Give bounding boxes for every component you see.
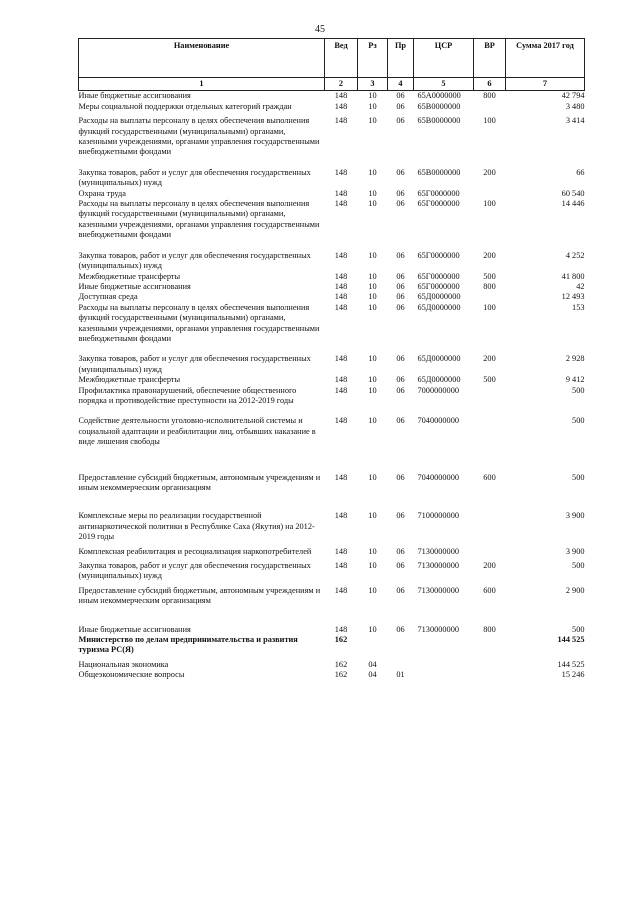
table-row [79,251,585,272]
table-row [79,354,585,375]
row-name: Содействие деятельности уголовно-исполнительной системы и социальной адаптации и реабилитации лиц, отбывших наказание в виде лишения свободы [78,416,316,447]
row-csr: 7000000000 [417,385,459,395]
row-sum: 144 525 [557,635,585,645]
row-vr [474,416,506,472]
row-rz: 10 [368,354,377,364]
row-ved: 148 [334,101,348,111]
table-row [79,272,585,282]
row-rz: 10 [368,385,377,395]
row-sum: 41 800 [561,271,585,281]
row-rz: 10 [368,281,377,291]
row-pr: 06 [396,624,405,634]
table-row [79,635,585,660]
row-sum: 3 480 [565,101,585,111]
row-ved: 148 [334,511,348,521]
row-csr: 7130000000 [417,546,459,556]
row-vr: 200 [483,354,496,364]
row-ved: 162 [334,635,348,645]
row-name: Иные бюджетные ассигнования [78,91,191,101]
row-rz: 10 [368,101,377,111]
table-row [79,116,585,168]
row-csr: 65Г0000000 [417,271,460,281]
row-name: Межбюджетные трансферты [78,271,181,281]
table-row [79,189,585,199]
row-rz: 10 [368,546,377,556]
row-vr: 600 [483,585,496,595]
column-number: 3 [358,78,388,91]
row-pr: 06 [396,101,405,111]
row-vr [474,511,506,546]
table-row [79,670,585,680]
table-row [79,282,585,292]
row-pr: 06 [396,416,405,426]
row-csr: 7040000000 [417,472,459,482]
row-vr: 200 [483,561,496,571]
row-name: Профилактика правонарушений, обеспечение общественного порядка и противодействие преступности на 2012-2019 годы [78,385,297,405]
row-name: Доступная среда [78,292,138,302]
row-rz: 10 [368,250,377,260]
row-rz: 10 [368,375,377,385]
row-csr: 65В0000000 [417,101,461,111]
table-row [79,473,585,512]
table-row [79,416,585,472]
row-rz: 10 [368,292,377,302]
row-ved: 148 [334,472,348,482]
row-rz: 10 [368,302,377,312]
row-sum: 2 928 [565,354,585,364]
row-ved: 148 [334,385,348,395]
row-vr: 100 [483,116,496,126]
row-sum: 60 540 [561,188,585,198]
row-pr: 06 [396,188,405,198]
row-sum: 9 412 [565,375,585,385]
row-ved: 162 [334,670,348,680]
row-ved: 148 [334,199,348,209]
row-ved: 148 [334,624,348,634]
row-name: Закупка товаров, работ и услуг для обеспечения государственных (муниципальных) нужд [78,167,311,188]
row-pr: 06 [396,546,405,556]
row-rz: 10 [368,188,377,198]
row-pr: 06 [396,472,405,482]
budget-table-container [78,38,584,681]
row-sum: 14 446 [561,199,585,209]
row-ved: 148 [334,292,348,302]
row-pr: 06 [396,302,405,312]
row-sum: 500 [572,385,585,395]
row-sum: 500 [572,416,585,426]
header-ved: Вед [325,39,358,78]
header-sum: Сумма 2017 год [506,39,585,78]
row-name: Закупка товаров, работ и услуг для обеспечения государственных (муниципальных) нужд [78,354,311,374]
row-vr [474,660,506,670]
table-row [79,660,585,670]
row-pr [388,635,414,660]
header-csr: ЦСР [414,39,474,78]
row-rz: 04 [368,659,377,669]
table-row [79,561,585,586]
row-csr: 7130000000 [417,624,459,634]
row-rz: 10 [368,561,377,571]
table-row [79,625,585,635]
row-rz: 10 [368,472,377,482]
row-csr [414,635,474,660]
row-ved: 148 [334,116,348,126]
row-pr: 01 [396,670,405,680]
row-pr: 06 [396,561,405,571]
column-number: 7 [506,78,585,91]
header-pr: Пр [388,39,414,78]
table-row [79,168,585,189]
row-name: Иные бюджетные ассигнования [78,281,191,291]
row-vr: 500 [483,375,496,385]
row-csr: 65Г0000000 [417,199,460,209]
row-pr: 06 [396,375,405,385]
row-rz: 10 [368,116,377,126]
row-rz: 10 [368,624,377,634]
row-csr: 7100000000 [417,511,459,521]
column-number: 4 [388,78,414,91]
row-sum: 2 900 [565,585,585,595]
row-ved: 148 [334,354,348,364]
row-csr: 65Д0000000 [417,354,461,364]
row-csr: 65Д0000000 [417,292,461,302]
row-csr: 7130000000 [417,561,459,571]
header-row [79,39,585,78]
row-vr [474,292,506,302]
row-name: Межбюджетные трансферты [78,375,181,385]
row-ved: 148 [334,302,348,312]
row-sum: 42 [576,281,585,291]
row-csr: 65Д0000000 [417,375,461,385]
row-vr: 100 [483,302,496,312]
row-name: Расходы на выплаты персоналу в целях обеспечения выполнения функций государственными (муниципальными) органами, казенными учреждениями, органами управления государственными внебюджетными фондами [78,116,320,157]
page-number: 45 [315,24,325,35]
row-ved: 148 [334,546,348,556]
row-rz: 04 [368,670,377,680]
row-ved: 148 [334,91,348,101]
row-pr: 06 [396,385,405,395]
row-sum: 15 246 [561,670,585,680]
table-body [79,91,585,681]
row-pr: 06 [396,292,405,302]
row-pr: 06 [396,250,405,260]
row-vr: 800 [483,91,496,101]
row-csr: 7130000000 [417,585,459,595]
column-number: 1 [79,78,325,91]
row-csr [414,670,474,680]
row-vr: 800 [483,624,496,634]
row-ved: 148 [334,281,348,291]
row-rz: 10 [368,585,377,595]
row-vr: 200 [483,250,496,260]
row-csr: 7040000000 [417,416,459,426]
table-row [79,303,585,355]
column-number-row [79,78,585,91]
row-name: Комплексные меры по реализации государственной антинаркотической политики в Республике Саха (Якутия) на 2012-2019 годы [78,511,315,542]
row-name: Меры социальной поддержки отдельных категорий граждан [78,101,292,111]
row-pr: 06 [396,199,405,209]
row-pr: 06 [396,511,405,521]
table-row [79,375,585,385]
row-rz: 10 [368,199,377,209]
row-pr: 06 [396,91,405,101]
row-vr [474,670,506,680]
row-pr [388,660,414,670]
row-name: Предоставление субсидий бюджетным, автономным учреждениям и иным некоммерческим организациям [78,472,321,492]
row-pr: 06 [396,271,405,281]
row-name: Министерство по делам предпринимательства и развития туризма РС(Я) [78,635,298,655]
row-ved: 148 [334,167,348,177]
table-row [79,292,585,302]
row-csr [414,660,474,670]
row-sum: 144 525 [557,659,585,669]
row-csr: 65А0000000 [417,91,461,101]
row-name: Закупка товаров, работ и услуг для обеспечения государственных (муниципальных) нужд [78,561,311,581]
row-csr: 65Г0000000 [417,188,460,198]
column-number: 5 [414,78,474,91]
budget-table [78,38,585,681]
row-ved: 148 [334,375,348,385]
row-ved: 162 [334,659,348,669]
row-vr: 600 [483,472,496,482]
row-name: Общеэкономические вопросы [78,670,185,680]
row-sum: 66 [576,167,585,177]
row-ved: 148 [334,561,348,571]
row-name: Предоставление субсидий бюджетным, автономным учреждениям и иным некоммерческим организациям [78,585,321,606]
row-csr: 65Д0000000 [417,302,461,312]
row-sum: 42 794 [561,91,585,101]
table-row [79,511,585,546]
row-ved: 148 [334,188,348,198]
row-csr: 65В0000000 [417,116,461,126]
row-ved: 148 [334,250,348,260]
row-sum: 500 [572,624,585,634]
row-pr: 06 [396,167,405,177]
table-row [79,547,585,561]
column-number: 6 [474,78,506,91]
row-vr: 800 [483,281,496,291]
row-sum: 500 [572,561,585,571]
row-name: Охрана труда [78,188,126,198]
table-row [79,91,585,102]
row-rz: 10 [368,511,377,521]
row-vr: 100 [483,199,496,209]
row-ved: 148 [334,271,348,281]
row-sum: 3 900 [565,546,585,556]
table-row [79,102,585,116]
row-pr: 06 [396,585,405,595]
table-row [79,199,585,251]
row-rz: 10 [368,91,377,101]
row-name: Закупка товаров, работ и услуг для обеспечения государственных (муниципальных) нужд [78,250,311,271]
row-ved: 148 [334,585,348,595]
row-sum: 3 900 [565,511,585,521]
table-row [79,586,585,625]
row-rz: 10 [368,271,377,281]
row-name: Иные бюджетные ассигнования [78,624,191,634]
row-vr: 200 [483,167,496,177]
row-vr [474,102,506,116]
table-row [79,386,585,417]
row-name: Национальная экономика [78,659,169,669]
row-vr [474,635,506,660]
row-sum: 500 [572,472,585,482]
row-sum: 4 252 [565,250,585,260]
row-name: Расходы на выплаты персоналу в целях обеспечения выполнения функций государственными (муниципальными) органами, казенными учреждениями, органами управления государственными внебюджетными фондами [78,302,320,343]
row-csr: 65Г0000000 [417,250,460,260]
row-sum: 12 493 [561,292,585,302]
row-rz [358,635,388,660]
row-pr: 06 [396,354,405,364]
row-pr: 06 [396,116,405,126]
row-sum: 3 414 [565,116,585,126]
row-name: Комплексная реабилитация и ресоциализация наркопотребителей [78,546,312,556]
row-name: Расходы на выплаты персоналу в целях обеспечения выполнения функций государственными (муниципальными) органами, казенными учреждениями, органами управления государственными внебюджетными фондами [78,199,320,240]
row-vr [474,189,506,199]
row-vr [474,547,506,561]
header-rz: Рз [358,39,388,78]
row-rz: 10 [368,416,377,426]
row-vr: 500 [483,271,496,281]
row-csr: 65В0000000 [417,167,461,177]
header-name: Наименование [79,39,325,78]
row-sum: 153 [572,302,585,312]
row-pr: 06 [396,281,405,291]
row-vr [474,386,506,417]
column-number: 2 [325,78,358,91]
row-ved: 148 [334,416,348,426]
header-vr: ВР [474,39,506,78]
row-csr: 65Г0000000 [417,281,460,291]
row-rz: 10 [368,167,377,177]
